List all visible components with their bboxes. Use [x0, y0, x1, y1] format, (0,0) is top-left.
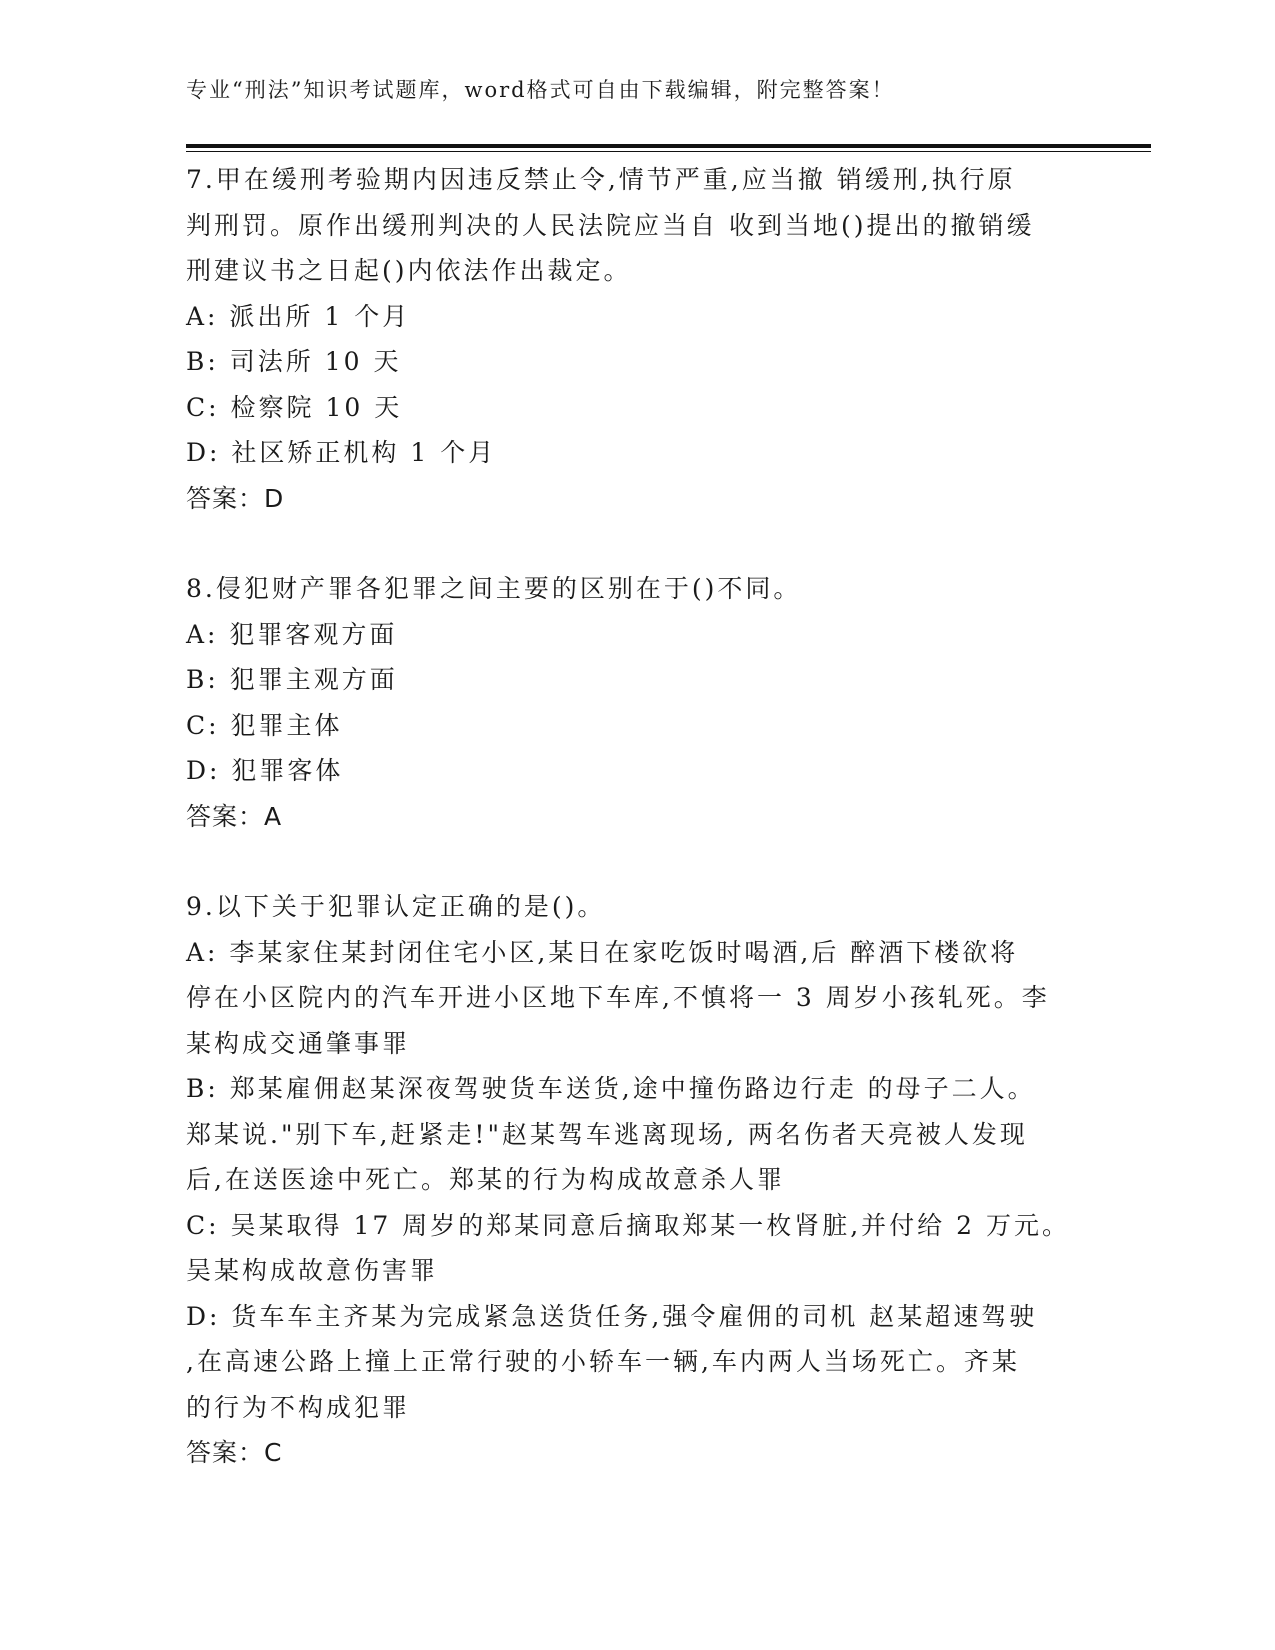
- question-list: [186, 157, 1086, 1476]
- header-rule-thick: [186, 144, 1151, 148]
- option-line: A: 李某家住某封闭住宅小区,某日在家吃饭时喝酒,后 醉酒下楼欲将: [186, 937, 1019, 967]
- option-line: C: 犯罪主体: [186, 710, 343, 740]
- option-line: 郑某说."别下车,赶紧走!"赵某驾车逃离现场, 两名伤者天亮被人发现: [186, 1119, 1028, 1149]
- option-line: A: 犯罪客观方面: [186, 619, 398, 649]
- option-line: B: 犯罪主观方面: [186, 665, 398, 694]
- question-stem-line: 判刑罚。原作出缓刑判决的人民法院应当自 收到当地()提出的撤销缓: [186, 210, 1035, 240]
- question-8: [186, 566, 1086, 839]
- header-rule-thin: [186, 151, 1151, 152]
- option-line: C: 吴某取得 17 周岁的郑某同意后摘取郑某一枚肾脏,并付给 2 万元。: [186, 1210, 1070, 1240]
- question-7: [186, 157, 1086, 521]
- answer-line: 答案：D: [186, 483, 285, 513]
- question-stem-line: 7.甲在缓刑考验期内因违反禁止令,情节严重,应当撤 销缓刑,执行原: [186, 165, 1016, 194]
- option-line: 某构成交通肇事罪: [186, 1028, 411, 1058]
- answer-line: 答案：C: [186, 1438, 283, 1467]
- option-line: ,在高速公路上撞上正常行驶的小轿车一辆,车内两人当场死亡。齐某: [186, 1347, 1020, 1376]
- option-line: 的行为不构成犯罪: [186, 1392, 411, 1422]
- option-line: B: 司法所 10 天: [186, 347, 402, 376]
- question-9: [186, 884, 1086, 1476]
- option-line: A: 派出所 1 个月: [186, 301, 411, 331]
- option-line: 后,在送医途中死亡。郑某的行为构成故意杀人罪: [186, 1165, 785, 1194]
- option-line: D: 犯罪客体: [186, 756, 344, 785]
- option-line: D: 货车车主齐某为完成紧急送货任务,强令雇佣的司机 赵某超速驾驶: [186, 1301, 1038, 1331]
- option-line: B: 郑某雇佣赵某深夜驾驶货车送货,途中撞伤路边行走 的母子二人。: [186, 1074, 1036, 1103]
- question-stem-line: 9.以下关于犯罪认定正确的是()。: [186, 892, 606, 921]
- page-header: 专业“刑法”知识考试题库，word格式可自由下载编辑，附完整答案！: [186, 78, 895, 102]
- answer-line: 答案：A: [186, 801, 283, 831]
- option-line: 吴某构成故意伤害罪: [186, 1256, 439, 1285]
- question-stem-line: 刑建议书之日起()内依法作出裁定。: [186, 256, 632, 285]
- option-line: 停在小区院内的汽车开进小区地下车库,不慎将一 3 周岁小孩轧死。李: [186, 983, 1050, 1012]
- option-line: D: 社区矫正机构 1 个月: [186, 438, 497, 467]
- question-stem-line: 8.侵犯财产罪各犯罪之间主要的区别在于()不同。: [186, 574, 802, 603]
- option-line: C: 检察院 10 天: [186, 392, 403, 422]
